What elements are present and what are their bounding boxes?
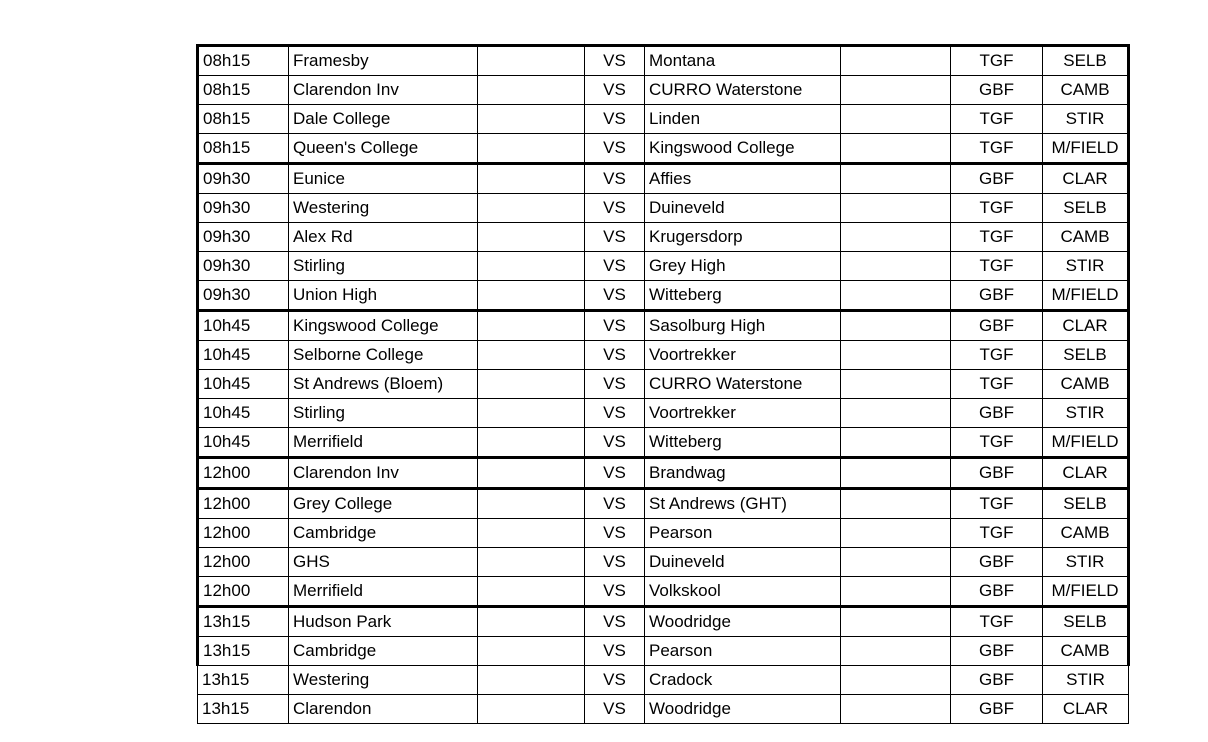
blank-cell: [841, 341, 951, 370]
blank-cell: [841, 311, 951, 341]
table-row: [198, 489, 1129, 519]
table-row: [198, 666, 1129, 695]
blank-cell: [478, 577, 585, 607]
blank-cell: [841, 194, 951, 223]
fixture-table: [196, 44, 1130, 724]
home-team-cell: Kingswood College: [289, 311, 478, 341]
table-row: [198, 46, 1129, 76]
venue-cell: CLAR: [1043, 695, 1129, 724]
away-team-cell: St Andrews (GHT): [645, 489, 841, 519]
home-team-cell: Framesby: [289, 46, 478, 76]
blank-cell: [478, 46, 585, 76]
vs-cell: VS: [585, 164, 645, 194]
time-cell: 09h30: [198, 223, 289, 252]
venue-cell: STIR: [1043, 399, 1129, 428]
blank-cell: [478, 76, 585, 105]
home-team-cell: Westering: [289, 666, 478, 695]
home-team-cell: Hudson Park: [289, 607, 478, 637]
blank-cell: [841, 519, 951, 548]
home-team-cell: Eunice: [289, 164, 478, 194]
time-cell: 10h45: [198, 341, 289, 370]
table-row: [198, 695, 1129, 724]
blank-cell: [841, 223, 951, 252]
home-team-cell: Dale College: [289, 105, 478, 134]
field-cell: TGF: [951, 252, 1043, 281]
field-cell: GBF: [951, 281, 1043, 311]
vs-cell: VS: [585, 399, 645, 428]
time-cell: 08h15: [198, 105, 289, 134]
home-team-cell: Clarendon: [289, 695, 478, 724]
home-team-cell: GHS: [289, 548, 478, 577]
blank-cell: [478, 164, 585, 194]
vs-cell: VS: [585, 105, 645, 134]
table-row: [198, 548, 1129, 577]
away-team-cell: CURRO Waterstone: [645, 76, 841, 105]
table-row: [198, 252, 1129, 281]
venue-cell: STIR: [1043, 105, 1129, 134]
blank-cell: [478, 666, 585, 695]
away-team-cell: Krugersdorp: [645, 223, 841, 252]
home-team-cell: Queen's College: [289, 134, 478, 164]
time-cell: 08h15: [198, 46, 289, 76]
venue-cell: STIR: [1043, 666, 1129, 695]
venue-cell: M/FIELD: [1043, 577, 1129, 607]
table-row: [198, 76, 1129, 105]
time-cell: 12h00: [198, 458, 289, 489]
away-team-cell: Voortrekker: [645, 399, 841, 428]
away-team-cell: Sasolburg High: [645, 311, 841, 341]
away-team-cell: Kingswood College: [645, 134, 841, 164]
home-team-cell: Selborne College: [289, 341, 478, 370]
blank-cell: [478, 341, 585, 370]
time-cell: 12h00: [198, 577, 289, 607]
away-team-cell: Cradock: [645, 666, 841, 695]
blank-cell: [478, 105, 585, 134]
blank-cell: [478, 458, 585, 489]
venue-cell: SELB: [1043, 194, 1129, 223]
vs-cell: VS: [585, 695, 645, 724]
venue-cell: SELB: [1043, 46, 1129, 76]
venue-cell: M/FIELD: [1043, 428, 1129, 458]
blank-cell: [841, 607, 951, 637]
time-cell: 12h00: [198, 489, 289, 519]
table-row: [198, 105, 1129, 134]
vs-cell: VS: [585, 252, 645, 281]
venue-cell: CAMB: [1043, 76, 1129, 105]
time-cell: 13h15: [198, 666, 289, 695]
field-cell: TGF: [951, 428, 1043, 458]
blank-cell: [841, 577, 951, 607]
blank-cell: [478, 370, 585, 399]
away-team-cell: Witteberg: [645, 428, 841, 458]
table-row: [198, 134, 1129, 164]
blank-cell: [478, 548, 585, 577]
blank-cell: [841, 281, 951, 311]
field-cell: TGF: [951, 105, 1043, 134]
venue-cell: SELB: [1043, 341, 1129, 370]
blank-cell: [478, 223, 585, 252]
venue-cell: STIR: [1043, 252, 1129, 281]
field-cell: TGF: [951, 607, 1043, 637]
vs-cell: VS: [585, 519, 645, 548]
table-row: [198, 607, 1129, 637]
blank-cell: [841, 428, 951, 458]
venue-cell: M/FIELD: [1043, 134, 1129, 164]
field-cell: GBF: [951, 76, 1043, 105]
field-cell: TGF: [951, 519, 1043, 548]
field-cell: GBF: [951, 311, 1043, 341]
home-team-cell: Merrifield: [289, 577, 478, 607]
field-cell: GBF: [951, 164, 1043, 194]
vs-cell: VS: [585, 46, 645, 76]
blank-cell: [478, 399, 585, 428]
blank-cell: [841, 399, 951, 428]
home-team-cell: Grey College: [289, 489, 478, 519]
away-team-cell: Volkskool: [645, 577, 841, 607]
away-team-cell: Woodridge: [645, 695, 841, 724]
field-cell: TGF: [951, 489, 1043, 519]
field-cell: TGF: [951, 341, 1043, 370]
away-team-cell: Witteberg: [645, 281, 841, 311]
field-cell: GBF: [951, 577, 1043, 607]
away-team-cell: Duineveld: [645, 548, 841, 577]
away-team-cell: Woodridge: [645, 607, 841, 637]
field-cell: TGF: [951, 46, 1043, 76]
field-cell: TGF: [951, 134, 1043, 164]
venue-cell: SELB: [1043, 607, 1129, 637]
field-cell: GBF: [951, 548, 1043, 577]
field-cell: GBF: [951, 399, 1043, 428]
time-cell: 08h15: [198, 134, 289, 164]
table-row: [198, 428, 1129, 458]
home-team-cell: Merrifield: [289, 428, 478, 458]
away-team-cell: Montana: [645, 46, 841, 76]
time-cell: 10h45: [198, 399, 289, 428]
time-cell: 13h15: [198, 607, 289, 637]
vs-cell: VS: [585, 76, 645, 105]
blank-cell: [841, 252, 951, 281]
away-team-cell: Pearson: [645, 519, 841, 548]
venue-cell: SELB: [1043, 489, 1129, 519]
blank-cell: [478, 134, 585, 164]
venue-cell: CAMB: [1043, 637, 1129, 666]
blank-cell: [841, 134, 951, 164]
blank-cell: [841, 458, 951, 489]
blank-cell: [478, 695, 585, 724]
blank-cell: [478, 311, 585, 341]
away-team-cell: Voortrekker: [645, 341, 841, 370]
vs-cell: VS: [585, 637, 645, 666]
venue-cell: CLAR: [1043, 164, 1129, 194]
time-cell: 09h30: [198, 194, 289, 223]
venue-cell: CAMB: [1043, 519, 1129, 548]
time-cell: 12h00: [198, 519, 289, 548]
vs-cell: VS: [585, 281, 645, 311]
blank-cell: [478, 194, 585, 223]
blank-cell: [841, 164, 951, 194]
home-team-cell: Clarendon Inv: [289, 458, 478, 489]
vs-cell: VS: [585, 548, 645, 577]
vs-cell: VS: [585, 134, 645, 164]
blank-cell: [478, 519, 585, 548]
home-team-cell: Union High: [289, 281, 478, 311]
field-cell: TGF: [951, 223, 1043, 252]
field-cell: GBF: [951, 637, 1043, 666]
table-row: [198, 311, 1129, 341]
blank-cell: [841, 548, 951, 577]
vs-cell: VS: [585, 341, 645, 370]
field-cell: TGF: [951, 194, 1043, 223]
blank-cell: [478, 607, 585, 637]
table-row: [198, 577, 1129, 607]
vs-cell: VS: [585, 577, 645, 607]
table-row: [198, 194, 1129, 223]
blank-cell: [478, 281, 585, 311]
blank-cell: [841, 666, 951, 695]
home-team-cell: Cambridge: [289, 519, 478, 548]
venue-cell: M/FIELD: [1043, 281, 1129, 311]
away-team-cell: CURRO Waterstone: [645, 370, 841, 399]
home-team-cell: St Andrews (Bloem): [289, 370, 478, 399]
away-team-cell: Grey High: [645, 252, 841, 281]
time-cell: 09h30: [198, 281, 289, 311]
blank-cell: [841, 695, 951, 724]
table-row: [198, 281, 1129, 311]
field-cell: GBF: [951, 695, 1043, 724]
table-row: [198, 399, 1129, 428]
blank-cell: [478, 428, 585, 458]
vs-cell: VS: [585, 223, 645, 252]
home-team-cell: Stirling: [289, 252, 478, 281]
table-row: [198, 164, 1129, 194]
table-row: [198, 341, 1129, 370]
blank-cell: [478, 489, 585, 519]
home-team-cell: Westering: [289, 194, 478, 223]
vs-cell: VS: [585, 428, 645, 458]
away-team-cell: Affies: [645, 164, 841, 194]
table-row: [198, 637, 1129, 666]
away-team-cell: Duineveld: [645, 194, 841, 223]
home-team-cell: Alex Rd: [289, 223, 478, 252]
vs-cell: VS: [585, 370, 645, 399]
away-team-cell: Pearson: [645, 637, 841, 666]
blank-cell: [478, 252, 585, 281]
field-cell: GBF: [951, 458, 1043, 489]
venue-cell: CAMB: [1043, 370, 1129, 399]
time-cell: 10h45: [198, 311, 289, 341]
venue-cell: CLAR: [1043, 311, 1129, 341]
table-row: [198, 370, 1129, 399]
time-cell: 12h00: [198, 548, 289, 577]
away-team-cell: Linden: [645, 105, 841, 134]
vs-cell: VS: [585, 194, 645, 223]
time-cell: 09h30: [198, 164, 289, 194]
vs-cell: VS: [585, 489, 645, 519]
venue-cell: CAMB: [1043, 223, 1129, 252]
time-cell: 10h45: [198, 428, 289, 458]
time-cell: 10h45: [198, 370, 289, 399]
time-cell: 09h30: [198, 252, 289, 281]
field-cell: GBF: [951, 666, 1043, 695]
away-team-cell: Brandwag: [645, 458, 841, 489]
table-row: [198, 223, 1129, 252]
table-row: [198, 519, 1129, 548]
field-cell: TGF: [951, 370, 1043, 399]
fixture-table-body: [198, 46, 1129, 724]
venue-cell: CLAR: [1043, 458, 1129, 489]
time-cell: 13h15: [198, 637, 289, 666]
vs-cell: VS: [585, 666, 645, 695]
home-team-cell: Cambridge: [289, 637, 478, 666]
blank-cell: [841, 46, 951, 76]
vs-cell: VS: [585, 607, 645, 637]
blank-cell: [841, 489, 951, 519]
blank-cell: [841, 105, 951, 134]
venue-cell: STIR: [1043, 548, 1129, 577]
blank-cell: [841, 637, 951, 666]
home-team-cell: Stirling: [289, 399, 478, 428]
vs-cell: VS: [585, 311, 645, 341]
table-row: [198, 458, 1129, 489]
home-team-cell: Clarendon Inv: [289, 76, 478, 105]
blank-cell: [841, 76, 951, 105]
time-cell: 08h15: [198, 76, 289, 105]
time-cell: 13h15: [198, 695, 289, 724]
blank-cell: [841, 370, 951, 399]
blank-cell: [478, 637, 585, 666]
vs-cell: VS: [585, 458, 645, 489]
